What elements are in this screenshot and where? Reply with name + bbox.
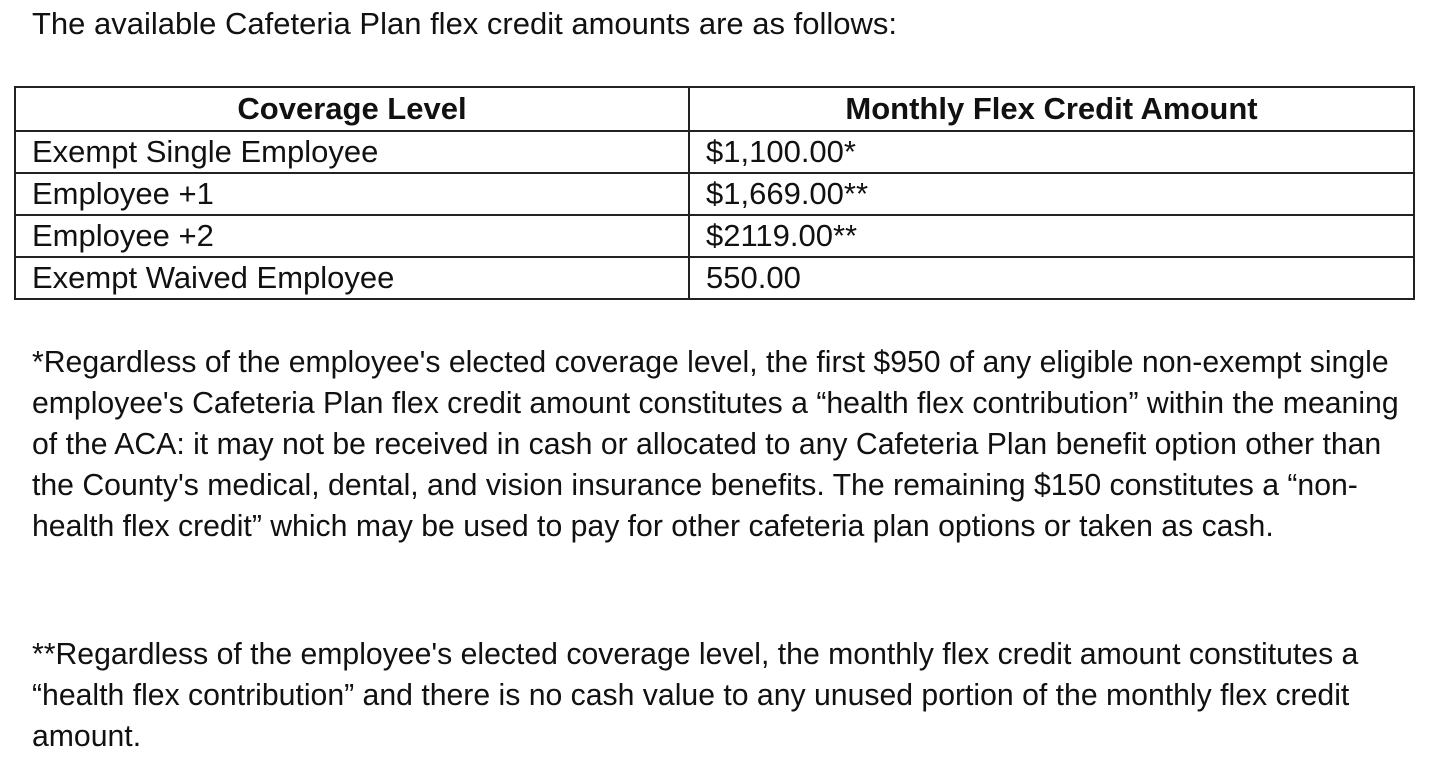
footnote-double-asterisk: **Regardless of the employee's elected coverage level, the monthly flex credit amount constitutes a “health flex contribution” and there is no cash value to any unused portion of the monthly flex credit amount. <box>32 638 1359 753</box>
header-coverage-level: Coverage Level <box>15 87 689 131</box>
table-row <box>15 215 1414 257</box>
table-row <box>15 173 1414 215</box>
coverage-level-cell: Exempt Waived Employee <box>15 257 689 299</box>
table-header-row <box>15 87 1414 131</box>
header-monthly-flex-credit: Monthly Flex Credit Amount <box>689 87 1414 131</box>
credit-amount-cell: $1,669.00** <box>689 173 1414 215</box>
table-row <box>15 131 1414 173</box>
table-row <box>15 257 1414 299</box>
flex-credit-table <box>14 86 1415 300</box>
credit-amount-cell: $1,100.00* <box>689 131 1414 173</box>
coverage-level-cell: Employee +2 <box>15 215 689 257</box>
coverage-level-cell: Exempt Single Employee <box>15 131 689 173</box>
footnote-single-asterisk: *Regardless of the employee's elected coverage level, the first $950 of any eligible non-exempt single employee's Cafeteria Plan flex credit amount constitutes a “health flex contribution” within the meaning of the ACA: it may not be received in cash or allocated to any Cafeteria Plan benefit option other than the County's medical, dental, and vision insurance benefits. The remaining $150 constitutes a “non-health flex credit” which may be used to pay for other cafeteria plan options or taken as cash. <box>32 346 1399 543</box>
intro-text: The available Cafeteria Plan flex credit amounts are as follows: <box>32 6 897 41</box>
credit-amount-cell: 550.00 <box>689 257 1414 299</box>
credit-amount-cell: $2119.00** <box>689 215 1414 257</box>
coverage-level-cell: Employee +1 <box>15 173 689 215</box>
